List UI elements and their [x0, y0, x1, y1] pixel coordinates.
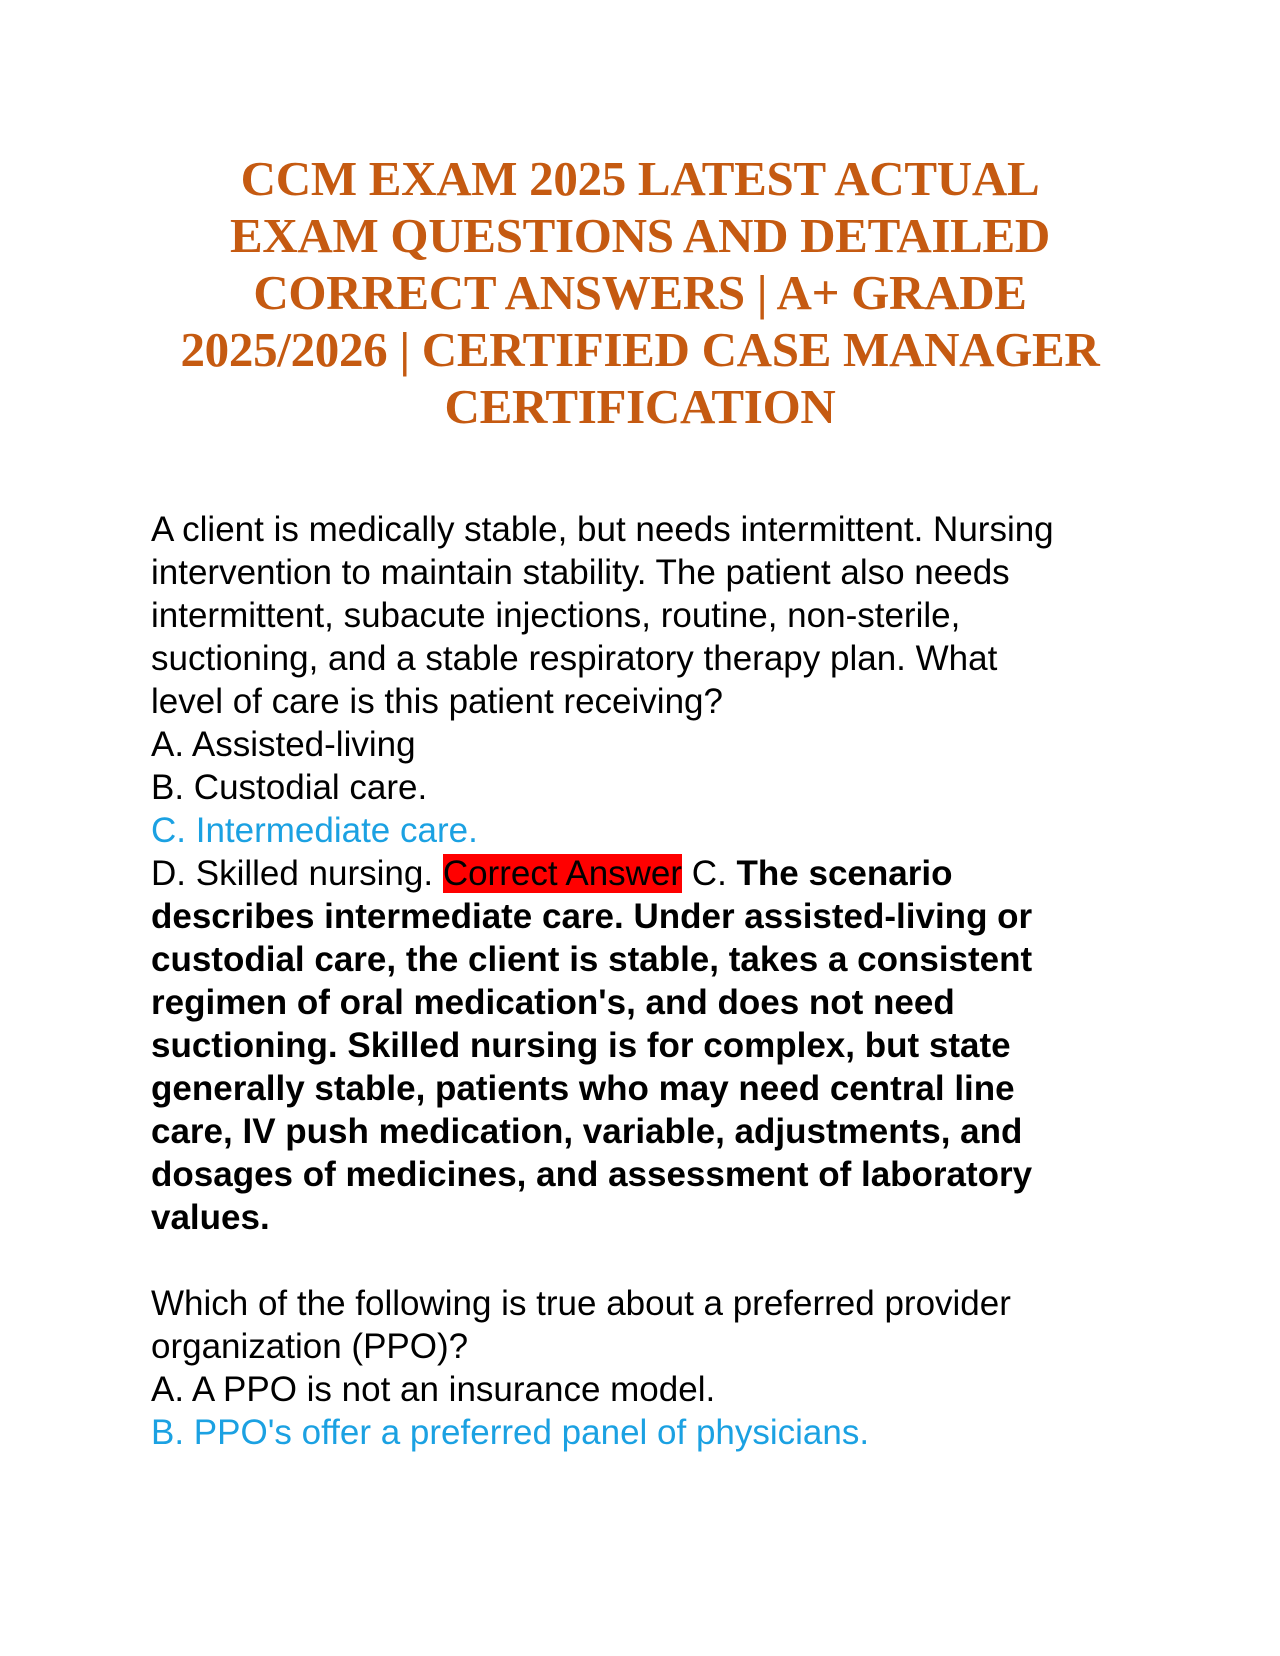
option-d: D. Skilled nursing.: [151, 854, 434, 893]
question-stem-line: organization (PPO)?: [151, 1327, 469, 1366]
paragraph-gap: [151, 1239, 1141, 1282]
title-line: EXAM QUESTIONS AND DETAILED: [229, 208, 1051, 263]
question-stem-line: intermittent, subacute injections, routine, non-sterile,: [151, 596, 961, 635]
explanation-line: suctioning. Skilled nursing is for complex, but state: [151, 1026, 1011, 1065]
explanation-line: describes intermediate care. Under assisted-living or: [151, 897, 1033, 936]
question-2: [151, 1282, 1141, 1454]
question-stem-line: A client is medically stable, but needs intermittent. Nursing: [151, 510, 1054, 549]
title-line: CORRECT ANSWERS | A+ GRADE: [253, 265, 1027, 320]
question-stem-line: intervention to maintain stability. The patient also needs: [151, 553, 1010, 592]
explanation-line: custodial care, the client is stable, takes a consistent: [151, 940, 1033, 979]
question-1: [151, 508, 1141, 1239]
option-a: A. A PPO is not an insurance model.: [151, 1370, 716, 1409]
question-stem-line: level of care is this patient receiving?: [151, 682, 723, 721]
correct-answer-tag: Correct Answer: [442, 854, 683, 893]
explanation-line: generally stable, patients who may need central line: [151, 1069, 1015, 1108]
option-b: B. Custodial care.: [151, 768, 428, 807]
explanation-line: values.: [151, 1198, 270, 1237]
option-c-correct: C. Intermediate care.: [151, 811, 478, 850]
explanation-line: dosages of medicines, and assessment of laboratory: [151, 1155, 1033, 1194]
option-b-correct: B. PPO's offer a preferred panel of physicians.: [151, 1413, 870, 1452]
title-line: CCM EXAM 2025 LATEST ACTUAL: [240, 151, 1040, 206]
title-line: CERTIFICATION: [444, 379, 836, 434]
explanation-line: care, IV push medication, variable, adjustments, and: [151, 1112, 1023, 1151]
answer-letter: C.: [691, 854, 727, 893]
option-d-answer-line: [151, 852, 1141, 895]
question-stem-line: suctioning, and a stable respiratory therapy plan. What: [151, 639, 998, 678]
option-a: A. Assisted-living: [151, 725, 416, 764]
title-line: 2025/2026 | CERTIFIED CASE MANAGER: [180, 322, 1100, 377]
question-stem-line: Which of the following is true about a preferred provider: [151, 1284, 1011, 1323]
document-title: [150, 150, 1130, 435]
explanation-start: The scenario: [736, 854, 953, 893]
explanation-line: regimen of oral medication's, and does not need: [151, 983, 955, 1022]
document-body: [151, 508, 1141, 1454]
